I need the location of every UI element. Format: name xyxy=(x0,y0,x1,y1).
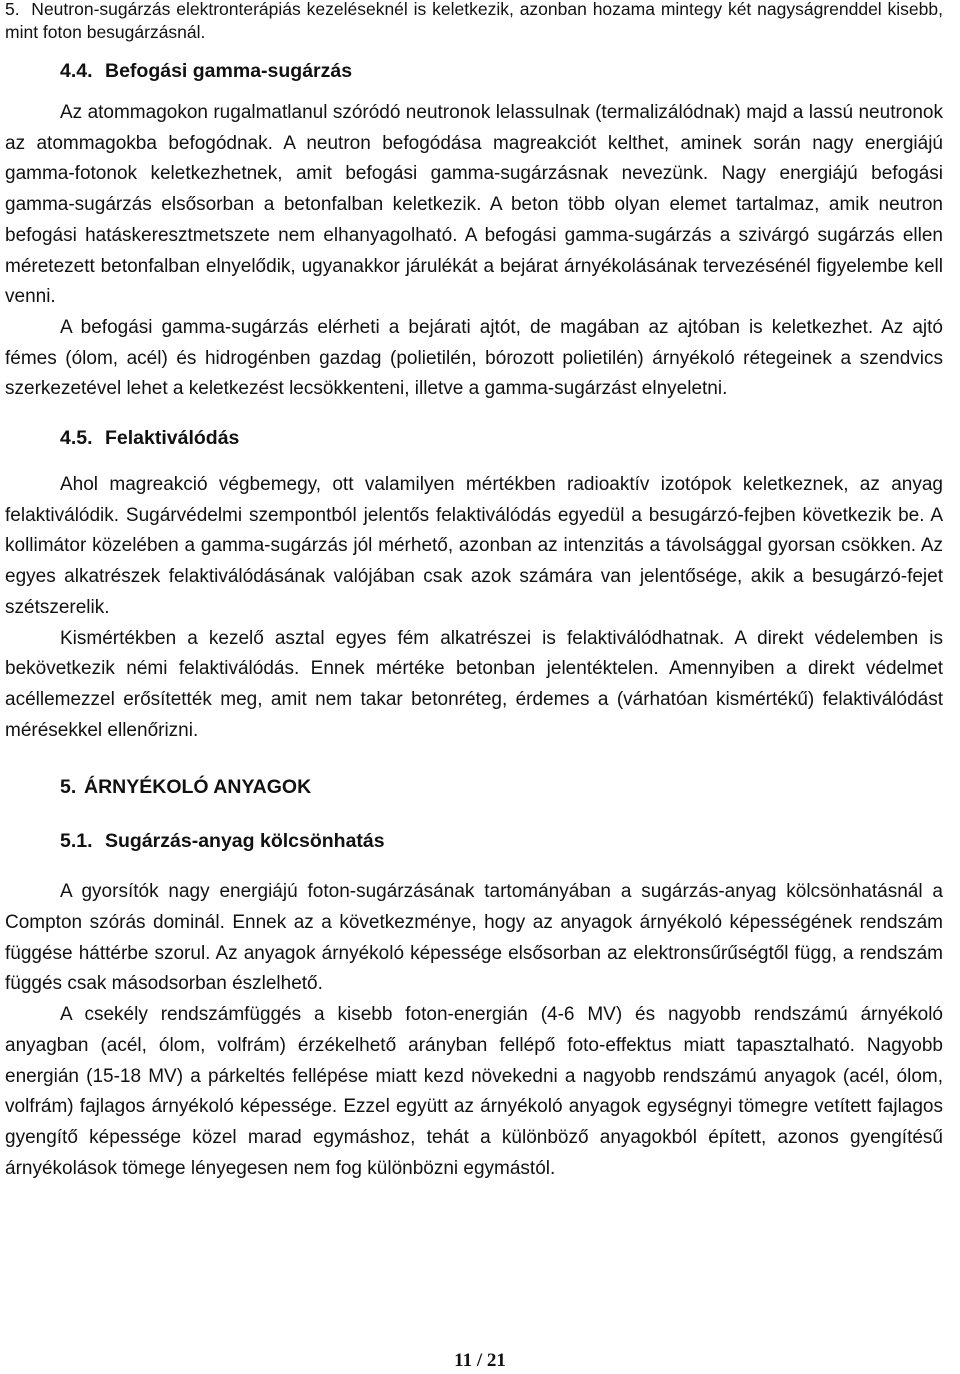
section-title: Befogási gamma-sugárzás xyxy=(105,60,353,82)
section-title: Sugárzás-anyag kölcsönhatás xyxy=(105,830,385,853)
paragraph-activation-2: Kismértékben a kezelő asztal egyes fém alkatrészei is felaktiválódhatnak. A direkt védelemben is bekövetkezik némi felaktiválódás. Ennek mértéke betonban jelentéktelen. Amennyiben a direkt védelmet acéllemezzel erősítették meg, amit nem takar betonréteg, érdemes a (várhatóan kismértékű) felaktiválódást mérésekkel ellenőrizni. xyxy=(5,627,943,741)
document-page xyxy=(5,0,943,1184)
paragraph-interaction-2: A csekély rendszámfüggés a kisebb foton-energián (4-6 MV) és nagyobb rendszámú árnyékoló anyagban (acél, ólom, volfrám) érzékelhető arányban fellépő foto-effektus miatt tapasztalható. Nagyobb energián (15-18 MV) a párkeltés fellépése miatt kezd növekedni a nagyobb rendszámú anyagok (acél, ólom, volfrám) fajlagos árnyékoló képessége. Ezzel együtt az árnyékoló anyagok egységnyi tömegre vetített fajlagos gyengítő képessége közel marad egymáshoz, tehát a különböző anyagokból épített, azonos gyengítésű árnyékolások tömege lényegesen nem fog különbözni egymástól. xyxy=(5,1004,943,1179)
page-number: 11 / 21 xyxy=(454,1350,506,1371)
list-item-5: 5. Neutron-sugárzás elektronterápiás kezeléseknél is keletkezik, azonban hozama mintegy két nagyságrenddel kisebb, mint foton besugárzásnál. xyxy=(5,0,943,42)
section-number: 5.1. xyxy=(60,830,93,853)
chapter-title: ÁRNYÉKOLÓ ANYAGOK xyxy=(84,776,312,799)
section-heading-4-5 xyxy=(5,423,943,453)
section-number: 4.4. xyxy=(60,60,93,82)
section-title: Felaktiválódás xyxy=(105,427,240,450)
paragraph-interaction-1: A gyorsítók nagy energiájú foton-sugárzásának tartományában a sugárzás-anyag kölcsönhatásnál a Compton szórás dominál. Ennek az a következménye, hogy az anyagok árnyékoló képességének rendszám függése háttérbe szorul. Az anyagok árnyékoló képessége elsősorban az elektronsűrűségtől függ, a rendszám függés csak másodsorban észlelhető. xyxy=(5,881,943,995)
section-heading-4-4 xyxy=(5,56,943,86)
chapter-number: 5. xyxy=(60,776,77,799)
paragraph-capture-gamma-2: A befogási gamma-sugárzás elérheti a bejárati ajtót, de magában az ajtóban is keletkezhet. Az ajtó fémes (ólom, acél) és hidrogénben gazdag (polietilén, bórozott polietilén) árnyékoló rétegeinek a szendvics szerkezetével lehet a keletkezést lecsökkenteni, illetve a gamma-sugárzást elnyeletni. xyxy=(5,316,943,400)
paragraph-activation-1: Ahol magreakció végbemegy, ott valamilyen mértékben radioaktív izotópok keletkeznek, az anyag felaktiválódik. Sugárvédelmi szempontból jelentős felaktiválódás egyedül a besugárzó-fejben következik be. A kollimátor közelében a gamma-sugárzás jól mérhető, azonban az intenzitás a távolsággal gyorsan csökken. Az egyes alkatrészek felaktiválódásának valójában csak azok számára van jelentősége, akik a besugárzó-fejet szétszerelik. xyxy=(5,474,943,618)
paragraph-capture-gamma-1: Az atommagokon rugalmatlanul szóródó neutronok lelassulnak (termalizálódnak) majd a lassú neutronok az atommagokba befogódnak. A neutron befogódása magreakciót kelthet, aminek során nagy energiájú gamma-fotonok keletkezhetnek, amit befogási gamma-sugárzásnak nevezünk. Nagy energiájú befogási gamma-sugárzás elsősorban a betonfalban keletkezik. A beton több olyan elemet tartalmaz, amik neutron befogási hatáskeresztmetszete nem elhanyagolható. A befogási gamma-sugárzás a szivárgó sugárzás ellen méretezett betonfalban elnyelődik, ugyanakkor járulékát a bejárat árnyékolásának tervezésénél figyelembe kell venni. xyxy=(5,102,943,308)
chapter-heading-5 xyxy=(5,772,943,802)
section-number: 4.5. xyxy=(60,427,93,450)
section-heading-5-1 xyxy=(5,826,943,856)
